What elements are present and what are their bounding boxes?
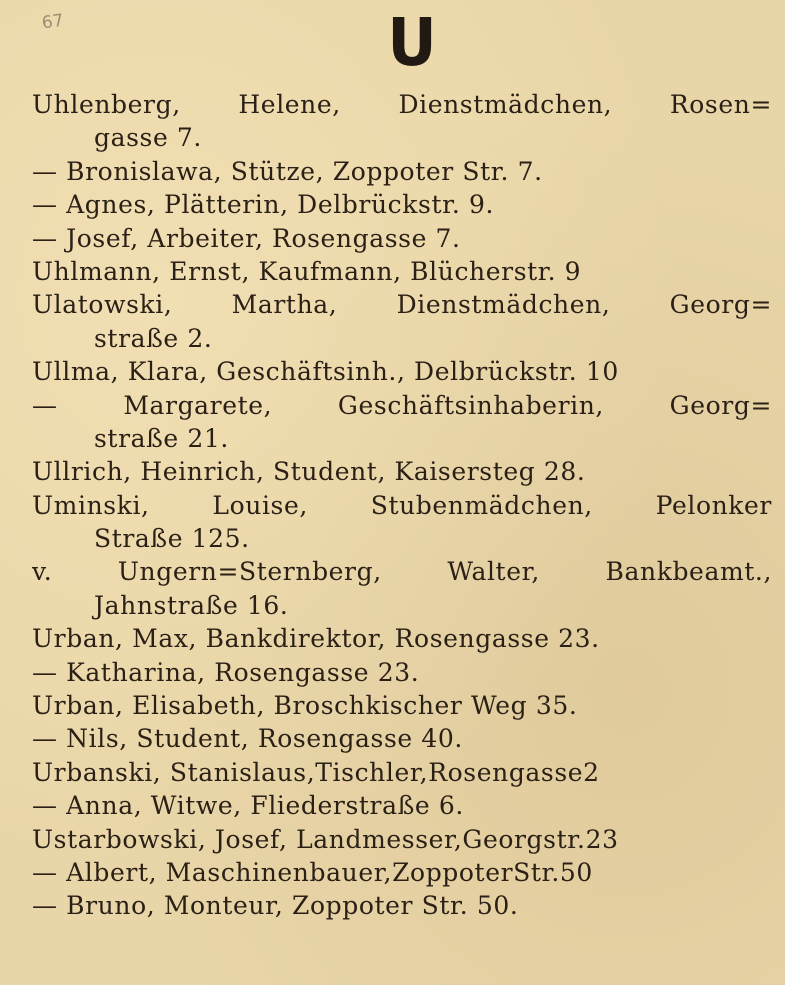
- entry-line: — Bruno, Monteur, Zoppoter Str. 50.: [32, 891, 519, 921]
- page-number: 67: [40, 10, 65, 34]
- entry-line: — Albert, Maschinenbauer,ZoppoterStr.50: [32, 857, 593, 887]
- entry-line: — Nils, Student, Rosengasse 40.: [32, 724, 463, 754]
- entry-line: Urban, Elisabeth, Broschkischer Weg 35.: [32, 691, 578, 721]
- entry-line: v. Ungern=Sternberg, Walter, Bankbeamt.,: [32, 557, 772, 587]
- section-letter-heading: U: [387, 4, 437, 81]
- entry-line: Ullrich, Heinrich, Student, Kaisersteg 28.: [32, 457, 586, 487]
- entry-line: Ulatowski, Martha, Dienstmädchen, Georg=: [32, 290, 772, 320]
- entry-line: — Agnes, Plätterin, Delbrückstr. 9.: [32, 190, 495, 220]
- entry-line: gasse 7.: [94, 123, 202, 153]
- entry-line: — Bronislawa, Stütze, Zoppoter Str. 7.: [32, 156, 543, 186]
- entry-line: Urbanski, Stanislaus,Tischler,Rosengasse2: [32, 757, 600, 787]
- entry-line: Straße 125.: [94, 524, 250, 554]
- entry-line: — Margarete, Geschäftsinhaberin, Georg=: [32, 390, 772, 420]
- entry-line: Ullma, Klara, Geschäftsinh., Delbrückstr. 10: [32, 357, 619, 387]
- entry-line: Jahnstraße 16.: [94, 590, 289, 620]
- entry-line: Uminski, Louise, Stubenmädchen, Pelonker: [32, 490, 772, 520]
- entry-line: Urban, Max, Bankdirektor, Rosengasse 23.: [32, 624, 600, 654]
- entry-line: — Anna, Witwe, Fliederstraße 6.: [32, 791, 464, 821]
- entry-line: straße 21.: [94, 423, 229, 453]
- entry-line: straße 2.: [94, 323, 213, 353]
- entry-line: Uhlmann, Ernst, Kaufmann, Blücherstr. 9: [32, 256, 582, 286]
- entry-line: — Katharina, Rosengasse 23.: [32, 657, 420, 687]
- entry-line: Ustarbowski, Josef, Landmesser,Georgstr.23: [32, 824, 619, 854]
- entry-line: — Josef, Arbeiter, Rosengasse 7.: [32, 223, 461, 253]
- directory-entries: [32, 88, 772, 923]
- entry-line: Uhlenberg, Helene, Dienstmädchen, Rosen=: [32, 90, 772, 119]
